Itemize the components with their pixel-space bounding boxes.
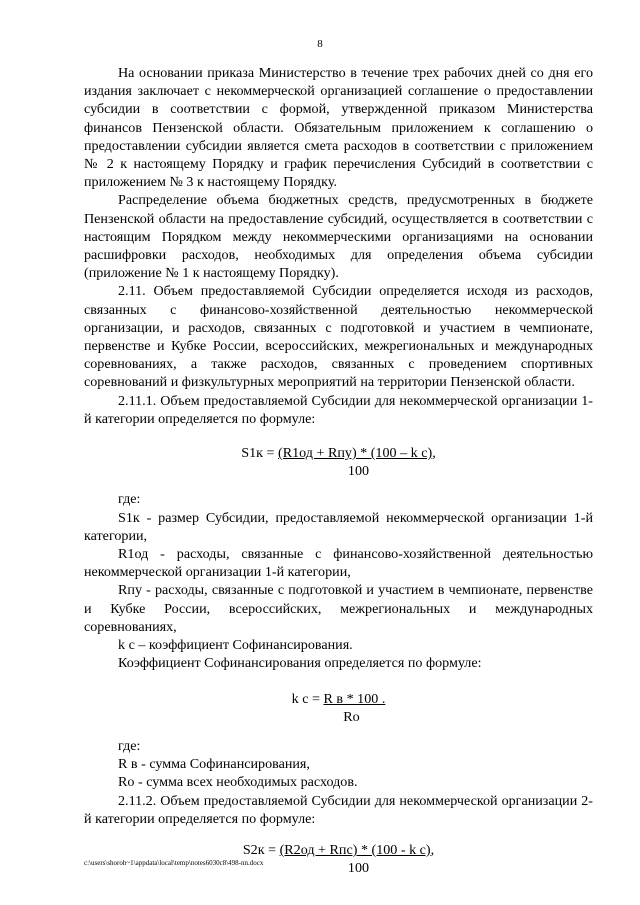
definition-rv: R в - сумма Софинансирования,	[118, 756, 310, 773]
formula-s1k-tail: ,	[432, 445, 436, 462]
paragraph-2-11-1: 2.11.1. Объем предоставляемой Субсидии для некоммерческой организации 1-й категории определяется по формуле:	[84, 392, 593, 427]
paragraph-cofinancing: Коэффициент Софинансирования определяется по формуле:	[118, 655, 482, 672]
formula-kc-tail: .	[381, 690, 386, 707]
paragraph-2-11-2: 2.11.2. Объем предоставляемой Субсидии для некоммерческой организации 2-й категории определяется по формуле:	[84, 792, 593, 827]
definition-kc: k с – коэффициент Софинансирования.	[118, 637, 353, 654]
where-label-1: где:	[118, 491, 141, 508]
formula-kc	[84, 690, 593, 726]
definition-ro: Ro - сумма всех необходимых расходов.	[118, 774, 358, 791]
formula-kc-left: k c =	[291, 690, 324, 707]
formula-s2k-numerator: (R2од + Rпс) * (100 - k c)	[279, 841, 431, 858]
formula-kc-numerator: R в * 100	[323, 690, 382, 707]
formula-s2k-numerator-line	[84, 841, 593, 859]
formula-kc-numerator-line	[84, 690, 593, 708]
formula-kc-denominator: Ro	[343, 708, 360, 725]
definition-rpu: Rпу - расходы, связанные с подготовкой и участием в чемпионате, первенстве и Кубке России, всероссийских, межрегиональных и международных соревнованиях,	[84, 582, 593, 635]
definition-r1od: R1од - расходы, связанные с финансово-хозяйственной деятельностью некоммерческой организации 1-й категории,	[84, 546, 593, 581]
page-number: 8	[317, 38, 323, 50]
formula-s1k-left: S1к =	[241, 445, 279, 462]
paragraph-agreement: На основании приказа Министерство в течение трех рабочих дней со дня его издания заключает с некоммерческой организацией соглашение о предоставлении субсидии в соответствии с формой, утвержденной приказом Министерства финансов Пензенской области. Обязательным приложением к соглашению о предоставлении субсидии является смета расходов в соответствии с приложением № 2 к настоящему Порядку и график перечисления Субсидий в соответствии с приложением № 3 к настоящему Порядку.	[84, 65, 593, 191]
formula-s1k	[84, 444, 593, 480]
where-label-2: где:	[118, 737, 141, 754]
formula-s2k-tail: ,	[430, 841, 435, 858]
formula-s2k-denominator: 100	[347, 860, 370, 877]
paragraph-distribution: Распределение объема бюджетных средств, предусмотренных в бюджете Пензенской области на предоставление субсидий, осуществляется в соответствии с настоящим Порядком между некоммерческими организациями на основании расшифровки расходов, необходимых для определения объема субсидии (приложение № 1 к настоящему Порядку).	[84, 192, 593, 282]
formula-s1k-denominator: 100	[347, 463, 370, 480]
document-body	[84, 64, 593, 877]
definition-s1k: S1к - размер Субсидии, предоставляемой некоммерческой организации 1-й категории,	[84, 509, 593, 544]
formula-s1k-numerator: (R1од + Rпу) * (100 – k c)	[278, 445, 433, 462]
footer-file-path: c:\users\shoroh~1\appdata\local\temp\notes6030c8\498-nn.docx	[84, 859, 264, 867]
formula-s1k-numerator-line	[84, 444, 593, 462]
paragraph-2-11: 2.11. Объем предоставляемой Субсидии определяется исходя из расходов, связанных с финансово-хозяйственной деятельностью некоммерческой организации, и расходов, связанных с подготовкой и участием в чемпионате, первенстве и Кубке России, всероссийских, межрегиональных и международных соревнованиях, а также расходов, связанных с проведением спортивных соревнований и физкультурных мероприятий на территории Пензенской области.	[84, 283, 593, 391]
formula-s2k-left: S2к =	[242, 841, 280, 858]
